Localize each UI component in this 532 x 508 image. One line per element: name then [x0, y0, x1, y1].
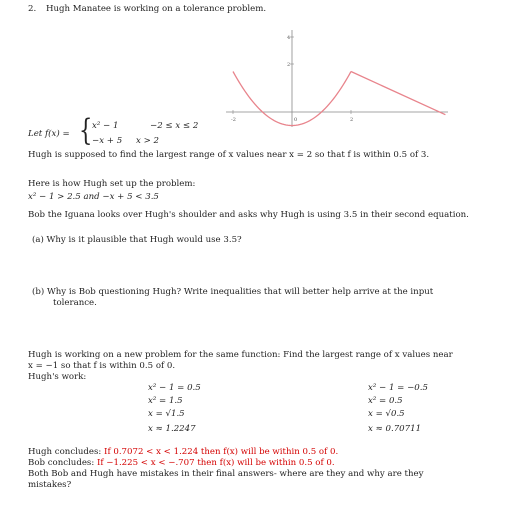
bob-conclusion-red: If −1.225 < x < −.707 then f(x) will be within 0.5 of 0.: [96, 458, 335, 468]
left-work-line: x = √1.5: [148, 409, 185, 419]
linear-segment: [351, 72, 445, 115]
hugh-conclusion: [28, 448, 338, 458]
x-tick-label-0: 0: [294, 117, 298, 123]
graph-svg: [226, 30, 448, 127]
y-tick-label-2: 2: [287, 62, 291, 68]
left-work-line: x² = 1.5: [148, 396, 183, 406]
problem-goal: Hugh is supposed to find the largest range of x values near x = 2 so that f is within 0.5 of 3.: [28, 150, 430, 160]
left-work-line: x ≈ 1.2247: [148, 424, 196, 434]
hugh-conclusion-red: If 0.7072 < x < 1.224 then f(x) will be within 0.5 of 0.: [104, 447, 339, 457]
piece1-expression: x² − 1: [92, 121, 119, 131]
bob-conclusion: [28, 459, 335, 469]
setup-inequalities: x² − 1 > 2.5 and −x + 5 < 3.5: [28, 192, 159, 202]
question-b-line2: tolerance.: [53, 298, 97, 308]
right-work-line: x = √0.5: [368, 409, 405, 419]
bob-question: Bob the Iguana looks over Hugh's shoulder and asks why Hugh is using 3.5 in their second equation.: [28, 210, 469, 220]
problem-number: 2.: [28, 4, 37, 14]
right-work-line: x² = 0.5: [368, 396, 403, 406]
question-a: (a) Why is it plausible that Hugh would use 3.5?: [32, 235, 242, 245]
problem-intro: Hugh Manatee is working on a tolerance problem.: [46, 4, 267, 14]
final-question-line2: mistakes?: [28, 480, 72, 490]
x-tick-label-neg2: -2: [231, 117, 236, 123]
question-b-line1: (b) Why is Bob questioning Hugh? Write inequalities that will better help arrive at the input: [32, 287, 434, 297]
hugh-conclusion-prefix: Hugh concludes:: [28, 447, 105, 457]
part2-line1: Hugh is working on a new problem for the same function: Find the largest range of x values near: [28, 350, 453, 360]
function-label: Let f(x) =: [28, 129, 70, 139]
piece2-condition: x > 2: [136, 136, 159, 146]
x-tick-label-2: 2: [350, 117, 354, 123]
piece1-condition: −2 ≤ x ≤ 2: [150, 121, 199, 131]
piecewise-function-graph: [226, 30, 448, 127]
setup-heading: Here is how Hugh set up the problem:: [28, 179, 196, 189]
piece2-expression: −x + 5: [92, 136, 123, 146]
bob-conclusion-prefix: Bob concludes:: [28, 458, 97, 468]
piecewise-brace: {: [79, 113, 93, 148]
right-work-line: x² − 1 = −0.5: [368, 383, 428, 393]
y-tick-label-4: 4: [287, 35, 291, 41]
part2-line2: x = −1 so that f is within 0.5 of 0.: [28, 361, 176, 371]
hughs-work-label: Hugh's work:: [28, 372, 87, 382]
left-work-line: x² − 1 = 0.5: [148, 383, 201, 393]
final-question-line1: Both Bob and Hugh have mistakes in their final answers- where are they and why are they: [28, 469, 424, 479]
right-work-line: x ≈ 0.70711: [368, 424, 422, 434]
